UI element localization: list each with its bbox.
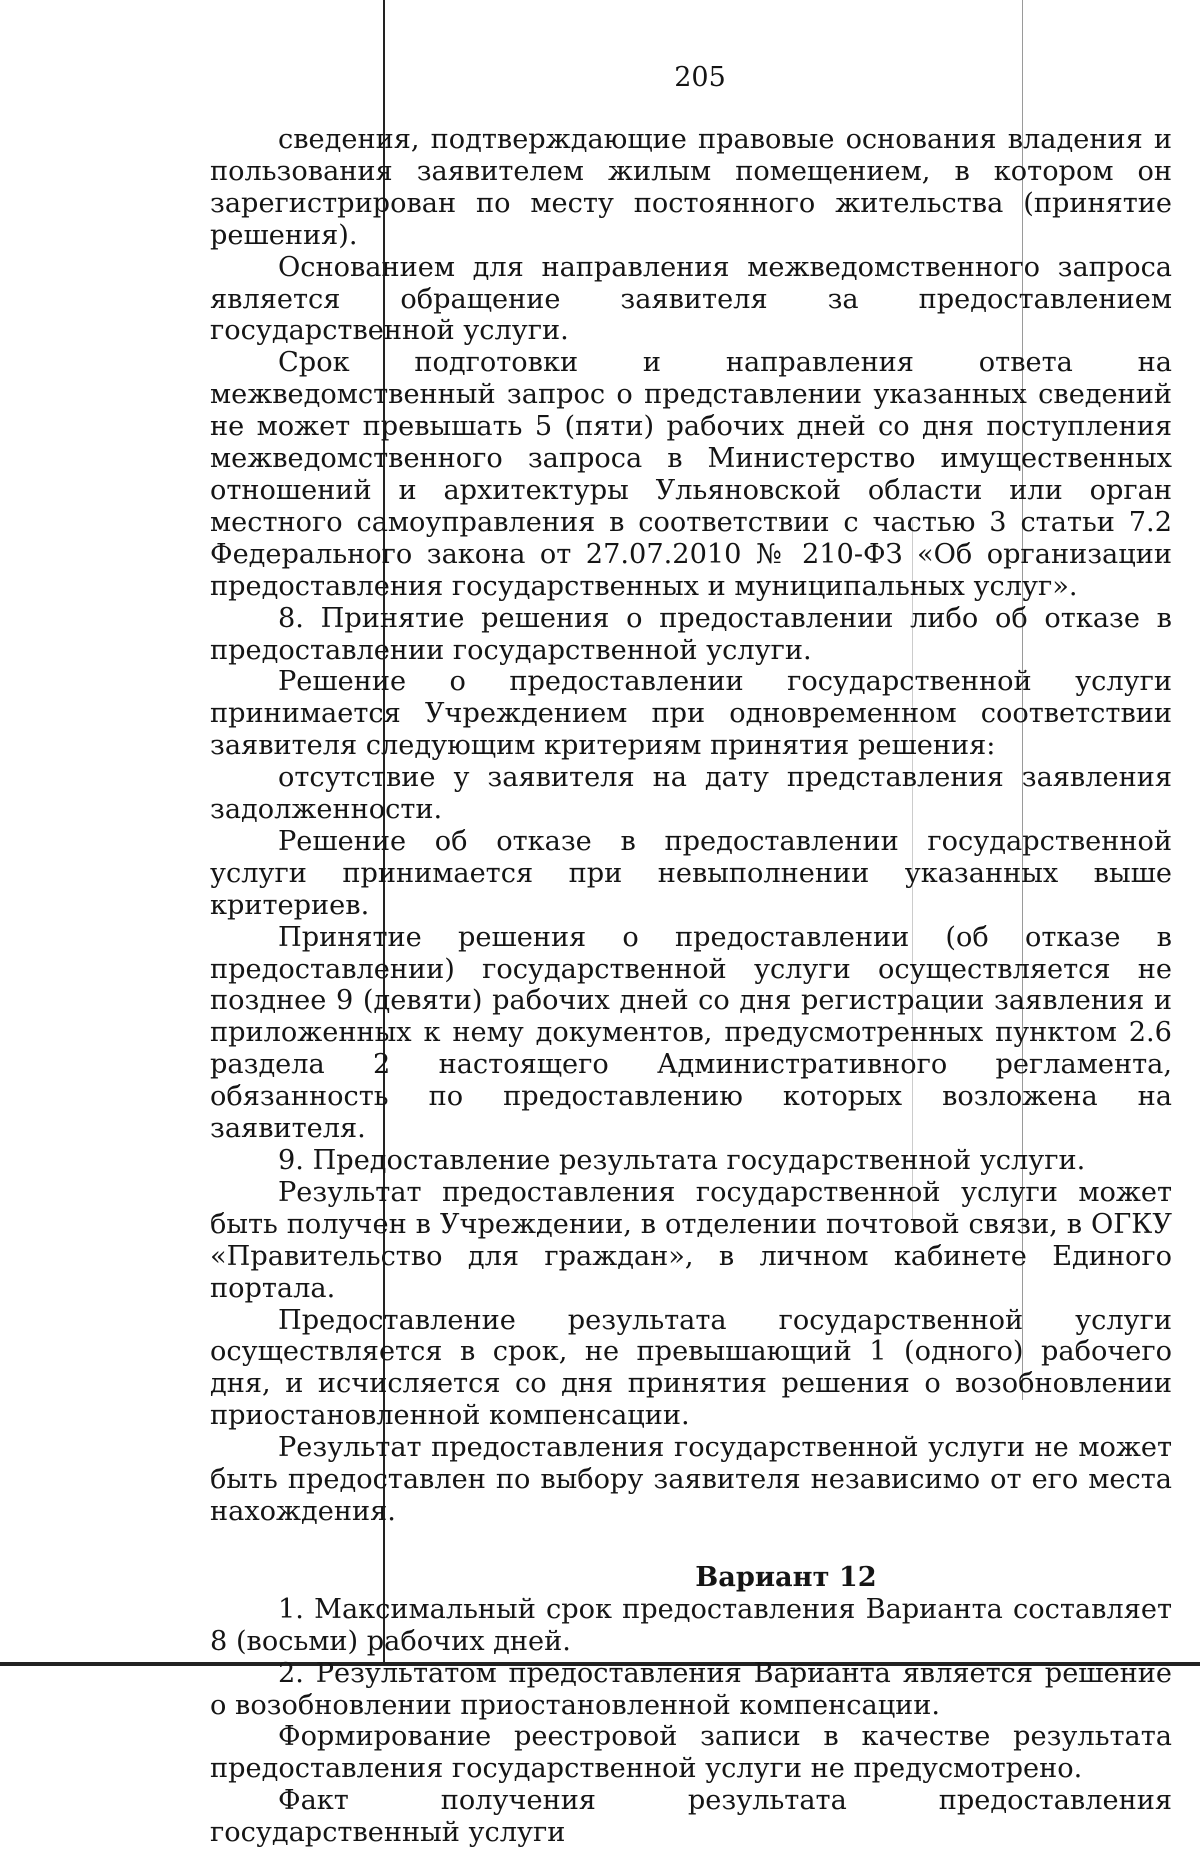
paragraph: Результат предоставления государственной услуги может быть получен в Учреждении, в отделении почтовой связи, в ОГКУ «Правительство для граждан», в личном кабинете Единого портала. <box>210 1176 1172 1304</box>
paragraph: 9. Предоставление результата государственной услуги. <box>278 1145 1086 1176</box>
paragraph: Решение об отказе в предоставлении государственной услуги принимается при невыполнении указанных выше критериев. <box>210 825 1172 921</box>
paragraph: Факт получения результата предоставления государственный услуги <box>210 1785 1172 1849</box>
document-body <box>210 124 1172 1849</box>
paragraph: Срок подготовки и направления ответа на межведомственный запрос о представлении указанных сведений не может превышать 5 (пяти) рабочих дней со дня поступления межведомственного запроса в Министерство имущественных отношений и архитектуры Ульяновской области или орган местного самоуправления в соответствии с частью 3 статьи 7.2 Федерального закона от 27.07.2010 № 210-ФЗ «Об организации предоставления государственных и муниципальных услуг». <box>210 347 1172 602</box>
paragraph: Основанием для направления межведомственного запроса является обращение заявителя за предоставлением государственной услуги. <box>210 251 1172 347</box>
paragraph: Результат предоставления государственной услуги не может быть предоставлен по выбору заявителя независимо от его места нахождения. <box>210 1432 1172 1527</box>
section-heading: Вариант 12 <box>695 1560 877 1593</box>
paragraph: Формирование реестровой записи в качестве результата предоставления государственной услуги не предусмотрено. <box>210 1721 1172 1785</box>
paragraph: Решение о предоставлении государственной услуги принимается Учреждением при одновременном соответствии заявителя следующим критериям принятия решения: <box>210 666 1172 762</box>
paragraph: Предоставление результата государственной услуги осуществляется в срок, не превышающий 1 (одного) рабочего дня, и исчисляется со дня принятия решения о возобновлении приостановленной компенсации. <box>210 1304 1172 1432</box>
paragraph: 8. Принятие решения о предоставлении либо об отказе в предоставлении государственной услуги. <box>210 602 1172 666</box>
paragraph: Принятие решения о предоставлении (об отказе в предоставлении) государственной услуги осуществляется не позднее 9 (девяти) рабочих дней со дня регистрации заявления и приложенных к нему документов, предусмотренных пунктом 2.6 раздела 2 настоящего Административного регламента, обязанность по предоставлению которых возложена на заявителя. <box>210 921 1172 1145</box>
paragraph: сведения, подтверждающие правовые основания владения и пользования заявителем жилым помещением, в котором он зарегистрирован по месту постоянного жительства (принятие решения). <box>210 124 1172 251</box>
paragraph: 1. Максимальный срок предоставления Варианта составляет 8 (восьми) рабочих дней. <box>210 1593 1172 1657</box>
paragraph: 2. Результатом предоставления Варианта является решение о возобновлении приостановленной компенсации. <box>210 1657 1172 1721</box>
paragraph: отсутствие у заявителя на дату представления заявления задолженности. <box>210 762 1172 826</box>
page-number: 205 <box>674 62 726 93</box>
